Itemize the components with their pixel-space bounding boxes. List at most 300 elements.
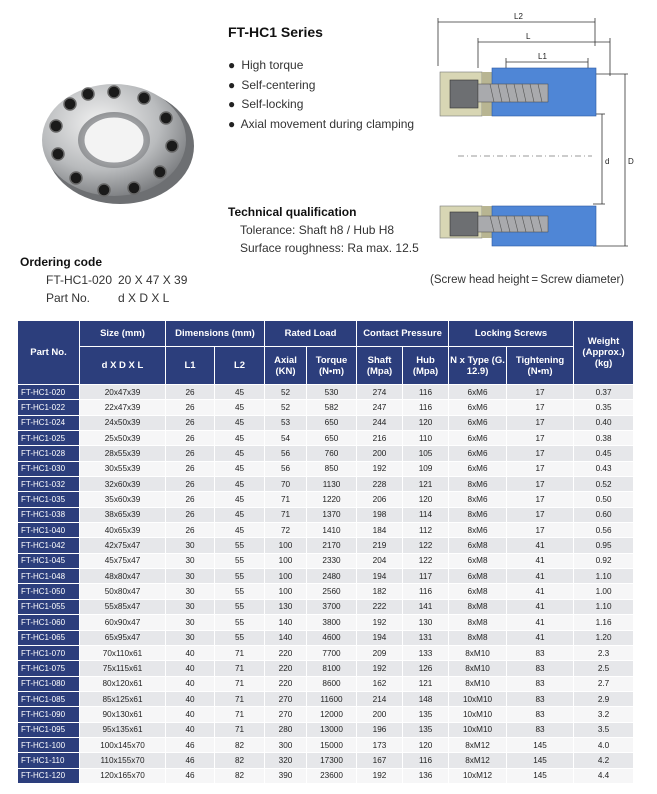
table-cell: 1.00: [574, 584, 634, 599]
table-cell: 116: [403, 584, 449, 599]
table-cell: 30: [166, 569, 215, 584]
table-cell: 55: [215, 553, 265, 568]
table-cell: 116: [403, 753, 449, 768]
part-no-cell: FT-HC1-065: [18, 630, 80, 645]
table-cell: 45: [215, 477, 265, 492]
table-cell: 2.7: [574, 676, 634, 691]
table-cell: 80x120x61: [80, 676, 166, 691]
table-cell: 184: [357, 523, 403, 538]
table-cell: 38x65x39: [80, 507, 166, 522]
table-cell: 116: [403, 400, 449, 415]
table-cell: 192: [357, 768, 403, 783]
table-cell: 3800: [307, 615, 357, 630]
table-cell: 71: [215, 661, 265, 676]
table-cell: 54: [265, 431, 307, 446]
table-cell: 2170: [307, 538, 357, 553]
table-cell: 26: [166, 385, 215, 400]
table-row: [18, 615, 634, 630]
part-label: Part No.: [46, 291, 91, 305]
table-cell: 0.52: [574, 477, 634, 492]
table-cell: 40: [166, 661, 215, 676]
table-cell: 2.3: [574, 645, 634, 660]
table-cell: 26: [166, 523, 215, 538]
table-cell: 194: [357, 569, 403, 584]
col-l1: L1: [166, 347, 215, 385]
table-row: [18, 691, 634, 706]
part-format: d X D X L: [118, 291, 170, 305]
table-cell: 100: [265, 538, 307, 553]
table-cell: 56: [265, 461, 307, 476]
table-cell: 45: [215, 415, 265, 430]
table-cell: 192: [357, 661, 403, 676]
table-cell: 173: [357, 737, 403, 752]
table-cell: 120: [403, 492, 449, 507]
table-cell: 8600: [307, 676, 357, 691]
table-cell: 198: [357, 507, 403, 522]
table-cell: 760: [307, 446, 357, 461]
table-cell: 26: [166, 492, 215, 507]
table-cell: 30x55x39: [80, 461, 166, 476]
table-cell: 6xM6: [449, 461, 507, 476]
table-row: [18, 507, 634, 522]
table-cell: 90x130x61: [80, 707, 166, 722]
table-cell: 17: [507, 400, 574, 415]
table-cell: 8xM12: [449, 753, 507, 768]
table-cell: 71: [265, 492, 307, 507]
table-cell: 8100: [307, 661, 357, 676]
table-cell: 109: [403, 461, 449, 476]
table-cell: 4.2: [574, 753, 634, 768]
table-cell: 26: [166, 507, 215, 522]
table-cell: 70: [265, 477, 307, 492]
part-no-cell: FT-HC1-045: [18, 553, 80, 568]
table-cell: 17: [507, 461, 574, 476]
table-cell: 1.16: [574, 615, 634, 630]
spec-table: [17, 320, 634, 784]
table-cell: 3700: [307, 599, 357, 614]
table-cell: 82: [215, 737, 265, 752]
part-no-cell: FT-HC1-095: [18, 722, 80, 737]
table-cell: 45: [215, 461, 265, 476]
col-part-no: Part No.: [18, 321, 80, 385]
table-cell: 0.50: [574, 492, 634, 507]
part-no-cell: FT-HC1-055: [18, 599, 80, 614]
table-cell: 390: [265, 768, 307, 783]
table-row: [18, 676, 634, 691]
table-cell: 26: [166, 461, 215, 476]
table-cell: 219: [357, 538, 403, 553]
table-cell: 120x165x70: [80, 768, 166, 783]
table-cell: 0.56: [574, 523, 634, 538]
table-cell: 117: [403, 569, 449, 584]
part-no-cell: FT-HC1-028: [18, 446, 80, 461]
table-cell: 1130: [307, 477, 357, 492]
table-cell: 0.95: [574, 538, 634, 553]
table-cell: 0.35: [574, 400, 634, 415]
table-cell: 133: [403, 645, 449, 660]
table-row: [18, 737, 634, 752]
table-row: [18, 385, 634, 400]
bullet-icon: ●: [228, 58, 236, 72]
table-cell: 130: [265, 599, 307, 614]
table-cell: 41: [507, 538, 574, 553]
table-row: [18, 446, 634, 461]
table-cell: 83: [507, 722, 574, 737]
table-cell: 60x90x47: [80, 615, 166, 630]
table-cell: 114: [403, 507, 449, 522]
table-cell: 83: [507, 707, 574, 722]
table-cell: 45x75x47: [80, 553, 166, 568]
table-cell: 40: [166, 645, 215, 660]
col-tightening: Tightening (N•m): [507, 347, 574, 385]
table-cell: 17: [507, 477, 574, 492]
table-cell: 8xM10: [449, 661, 507, 676]
table-cell: 6xM8: [449, 569, 507, 584]
table-cell: 22x47x39: [80, 400, 166, 415]
table-cell: 116: [403, 385, 449, 400]
table-cell: 83: [507, 661, 574, 676]
table-cell: 2560: [307, 584, 357, 599]
table-cell: 200: [357, 446, 403, 461]
table-cell: 55: [215, 630, 265, 645]
table-cell: 1410: [307, 523, 357, 538]
table-cell: 72: [265, 523, 307, 538]
col-hub: Hub (Mpa): [403, 347, 449, 385]
table-cell: 0.92: [574, 553, 634, 568]
table-cell: 40: [166, 722, 215, 737]
table-cell: 6xM6: [449, 431, 507, 446]
table-cell: 82: [215, 753, 265, 768]
table-cell: 6xM8: [449, 538, 507, 553]
table-row: [18, 584, 634, 599]
table-cell: 15000: [307, 737, 357, 752]
table-cell: 0.37: [574, 385, 634, 400]
dim-l1-label: L1: [538, 52, 547, 61]
table-cell: 46: [166, 737, 215, 752]
table-cell: 71: [215, 722, 265, 737]
col-contact-pressure: Contact Pressure: [357, 321, 449, 347]
col-rated-load: Rated Load: [265, 321, 357, 347]
table-row: [18, 538, 634, 553]
table-cell: 120: [403, 737, 449, 752]
table-cell: 6xM6: [449, 400, 507, 415]
table-cell: 85x125x61: [80, 691, 166, 706]
table-cell: 30: [166, 538, 215, 553]
table-cell: 8xM10: [449, 645, 507, 660]
table-cell: 45: [215, 400, 265, 415]
table-cell: 4600: [307, 630, 357, 645]
table-cell: 100: [265, 569, 307, 584]
col-axial: Axial (KN): [265, 347, 307, 385]
table-cell: 120: [403, 415, 449, 430]
table-cell: 140: [265, 615, 307, 630]
table-cell: 26: [166, 415, 215, 430]
table-cell: 65x95x47: [80, 630, 166, 645]
part-no-cell: FT-HC1-075: [18, 661, 80, 676]
table-row: [18, 431, 634, 446]
table-cell: 53: [265, 415, 307, 430]
table-cell: 582: [307, 400, 357, 415]
dim-l2-label: L2: [514, 12, 523, 21]
table-cell: 26: [166, 431, 215, 446]
table-cell: 40: [166, 691, 215, 706]
part-no-cell: FT-HC1-042: [18, 538, 80, 553]
table-cell: 10xM10: [449, 722, 507, 737]
table-cell: 17: [507, 446, 574, 461]
table-cell: 8xM6: [449, 477, 507, 492]
table-cell: 100x145x70: [80, 737, 166, 752]
table-cell: 192: [357, 615, 403, 630]
part-no-cell: FT-HC1-025: [18, 431, 80, 446]
table-cell: 270: [265, 691, 307, 706]
table-cell: 45: [215, 385, 265, 400]
table-cell: 220: [265, 661, 307, 676]
table-cell: 45: [215, 492, 265, 507]
table-cell: 30: [166, 615, 215, 630]
table-cell: 45: [215, 446, 265, 461]
table-cell: 28x55x39: [80, 446, 166, 461]
table-cell: 42x75x47: [80, 538, 166, 553]
table-cell: 52: [265, 400, 307, 415]
part-no-cell: FT-HC1-038: [18, 507, 80, 522]
table-cell: 112: [403, 523, 449, 538]
table-cell: 71: [215, 676, 265, 691]
table-cell: 136: [403, 768, 449, 783]
table-cell: 10xM12: [449, 768, 507, 783]
table-cell: 135: [403, 722, 449, 737]
table-cell: 3.5: [574, 722, 634, 737]
table-row: [18, 768, 634, 783]
table-cell: 4.4: [574, 768, 634, 783]
dim-l-label: L: [526, 32, 531, 41]
table-cell: 850: [307, 461, 357, 476]
table-cell: 130: [403, 615, 449, 630]
table-cell: 55: [215, 615, 265, 630]
product-photo: [28, 68, 203, 208]
table-cell: 46: [166, 768, 215, 783]
feature-item: ● Self-centering: [228, 76, 414, 96]
table-cell: 8xM8: [449, 615, 507, 630]
col-l2: L2: [215, 347, 265, 385]
table-row: [18, 415, 634, 430]
table-cell: 45: [215, 507, 265, 522]
part-no-cell: FT-HC1-050: [18, 584, 80, 599]
table-cell: 71: [215, 691, 265, 706]
table-cell: 25x50x39: [80, 431, 166, 446]
table-cell: 247: [357, 400, 403, 415]
table-cell: 30: [166, 630, 215, 645]
table-cell: 13000: [307, 722, 357, 737]
roughness-text: Surface roughness: Ra max. 12.5: [240, 241, 419, 255]
part-no-cell: FT-HC1-090: [18, 707, 80, 722]
table-cell: 70x110x61: [80, 645, 166, 660]
table-cell: 0.45: [574, 446, 634, 461]
table-cell: 145: [507, 753, 574, 768]
table-cell: 6xM8: [449, 553, 507, 568]
table-cell: 0.38: [574, 431, 634, 446]
table-cell: 131: [403, 630, 449, 645]
table-cell: 30: [166, 599, 215, 614]
table-cell: 41: [507, 599, 574, 614]
table-cell: 6xM8: [449, 584, 507, 599]
table-cell: 216: [357, 431, 403, 446]
table-cell: 228: [357, 477, 403, 492]
part-no-cell: FT-HC1-100: [18, 737, 80, 752]
table-cell: 141: [403, 599, 449, 614]
table-cell: 110: [403, 431, 449, 446]
col-size: Size (mm): [80, 321, 166, 347]
table-cell: 300: [265, 737, 307, 752]
table-cell: 126: [403, 661, 449, 676]
table-cell: 8xM8: [449, 599, 507, 614]
feature-list: [228, 56, 414, 134]
part-no-cell: FT-HC1-120: [18, 768, 80, 783]
table-cell: 26: [166, 446, 215, 461]
table-cell: 7700: [307, 645, 357, 660]
table-cell: 222: [357, 599, 403, 614]
part-no-cell: FT-HC1-048: [18, 569, 80, 584]
ordering-title: Ordering code: [20, 255, 103, 269]
table-row: [18, 599, 634, 614]
table-cell: 145: [507, 737, 574, 752]
bullet-icon: ●: [228, 77, 236, 92]
table-cell: 17: [507, 385, 574, 400]
table-cell: 135: [403, 707, 449, 722]
table-cell: 12000: [307, 707, 357, 722]
table-row: [18, 461, 634, 476]
table-row: [18, 553, 634, 568]
table-cell: 41: [507, 569, 574, 584]
table-cell: 83: [507, 691, 574, 706]
example-code: FT-HC1-020: [46, 273, 113, 287]
table-cell: 220: [265, 645, 307, 660]
feature-item: ● High torque: [228, 56, 414, 76]
table-cell: 71: [215, 645, 265, 660]
table-cell: 75x115x61: [80, 661, 166, 676]
table-cell: 40x65x39: [80, 523, 166, 538]
part-no-cell: FT-HC1-032: [18, 477, 80, 492]
table-cell: 182: [357, 584, 403, 599]
table-cell: 1.10: [574, 599, 634, 614]
part-no-cell: FT-HC1-035: [18, 492, 80, 507]
table-cell: 26: [166, 477, 215, 492]
table-cell: 105: [403, 446, 449, 461]
table-cell: 1370: [307, 507, 357, 522]
screw-note: (Screw head height = Screw diameter): [430, 274, 625, 286]
part-no-cell: FT-HC1-070: [18, 645, 80, 660]
tolerance-text: Tolerance: Shaft h8 / Hub H8: [240, 223, 395, 237]
table-row: [18, 477, 634, 492]
part-no-cell: FT-HC1-040: [18, 523, 80, 538]
table-cell: 17: [507, 415, 574, 430]
table-cell: 8xM6: [449, 492, 507, 507]
table-cell: 41: [507, 630, 574, 645]
table-cell: 650: [307, 415, 357, 430]
table-cell: 55: [215, 538, 265, 553]
table-cell: 10xM10: [449, 707, 507, 722]
table-cell: 320: [265, 753, 307, 768]
table-cell: 220: [265, 676, 307, 691]
table-cell: 30: [166, 553, 215, 568]
table-cell: 8xM6: [449, 507, 507, 522]
part-no-cell: FT-HC1-080: [18, 676, 80, 691]
table-cell: 17300: [307, 753, 357, 768]
part-no-cell: FT-HC1-110: [18, 753, 80, 768]
table-cell: 71: [265, 507, 307, 522]
col-nxtype: N x Type (G. 12.9): [449, 347, 507, 385]
table-cell: 214: [357, 691, 403, 706]
table-cell: 2330: [307, 553, 357, 568]
table-cell: 167: [357, 753, 403, 768]
series-title: FT-HC1 Series: [228, 24, 323, 40]
table-cell: 204: [357, 553, 403, 568]
table-cell: 20x47x39: [80, 385, 166, 400]
table-cell: 23600: [307, 768, 357, 783]
table-cell: 8xM8: [449, 630, 507, 645]
table-cell: 148: [403, 691, 449, 706]
table-cell: 121: [403, 477, 449, 492]
table-cell: 209: [357, 645, 403, 660]
table-cell: 41: [507, 584, 574, 599]
table-cell: 11600: [307, 691, 357, 706]
part-no-cell: FT-HC1-060: [18, 615, 80, 630]
table-cell: 52: [265, 385, 307, 400]
table-cell: 40: [166, 707, 215, 722]
table-row: [18, 753, 634, 768]
table-cell: 55: [215, 599, 265, 614]
dim-D-label: D: [628, 157, 634, 166]
table-cell: 17: [507, 523, 574, 538]
table-cell: 8xM10: [449, 676, 507, 691]
feature-item: ● Axial movement during clamping: [228, 115, 414, 135]
table-row: [18, 707, 634, 722]
table-cell: 71: [215, 707, 265, 722]
table-cell: 6xM6: [449, 446, 507, 461]
table-cell: 1220: [307, 492, 357, 507]
part-no-cell: FT-HC1-085: [18, 691, 80, 706]
table-cell: 17: [507, 492, 574, 507]
table-cell: 41: [507, 553, 574, 568]
table-cell: 45: [215, 523, 265, 538]
table-row: [18, 492, 634, 507]
table-cell: 41: [507, 615, 574, 630]
table-cell: 17: [507, 507, 574, 522]
part-no-cell: FT-HC1-030: [18, 461, 80, 476]
table-row: [18, 722, 634, 737]
col-dimensions: Dimensions (mm): [166, 321, 265, 347]
table-cell: 270: [265, 707, 307, 722]
table-cell: 122: [403, 538, 449, 553]
table-cell: 6xM6: [449, 415, 507, 430]
table-cell: 121: [403, 676, 449, 691]
table-cell: 530: [307, 385, 357, 400]
table-cell: 244: [357, 415, 403, 430]
table-row: [18, 661, 634, 676]
example-size: 20 X 47 X 39: [118, 273, 188, 287]
table-cell: 100: [265, 584, 307, 599]
table-row: [18, 400, 634, 415]
table-cell: 8xM12: [449, 737, 507, 752]
table-cell: 55: [215, 584, 265, 599]
tech-title: Technical qualification: [228, 205, 357, 219]
table-cell: 26: [166, 400, 215, 415]
table-cell: 110x155x70: [80, 753, 166, 768]
feature-item: ● Self-locking: [228, 95, 414, 115]
part-no-cell: FT-HC1-020: [18, 385, 80, 400]
table-cell: 8xM6: [449, 523, 507, 538]
table-cell: 0.40: [574, 415, 634, 430]
table-cell: 650: [307, 431, 357, 446]
